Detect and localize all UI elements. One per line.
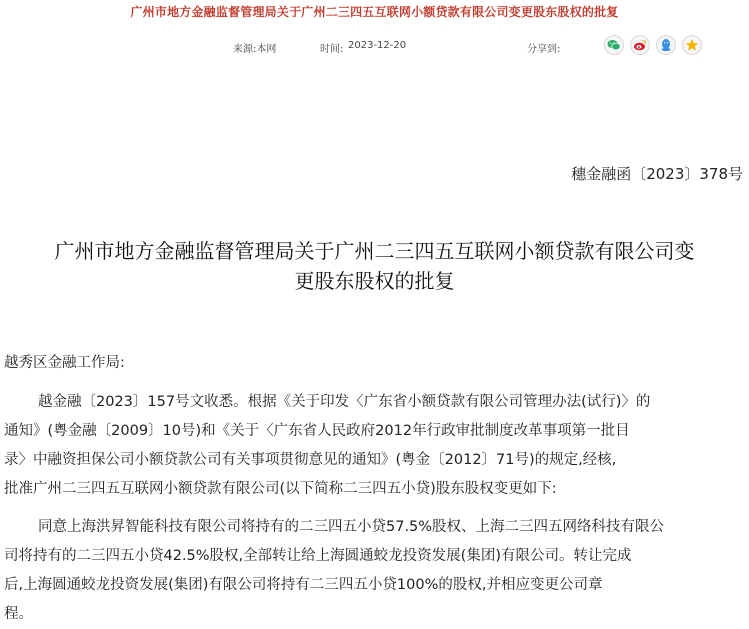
share-buttons — [604, 35, 702, 55]
document-title-line: 更股东股权的批复 — [294, 269, 455, 293]
document-title-line: 广州市地方金融监督管理局关于广州二三四五互联网小额贷款有限公司变 — [54, 239, 695, 263]
wechat-icon[interactable] — [604, 35, 624, 55]
publish-date: 2023-12-20 — [348, 40, 407, 51]
paragraph-line: 程。 — [4, 606, 33, 622]
addressee: 越秀区金融工作局: — [4, 355, 125, 371]
source-label: 来源:本网 — [233, 44, 277, 55]
document-title — [0, 236, 749, 296]
paragraph-line: 后,上海圆通蛟龙投资发展(集团)有限公司将持有二三四五小贷100%的股权,并相应变更公司章 — [4, 577, 603, 593]
page-header-title: 广州市地方金融监督管理局关于广州二三四五互联网小额贷款有限公司变更股东股权的批复 — [130, 5, 619, 19]
time-label: 时间: — [320, 44, 344, 55]
paragraph-line: 司将持有的二三四五小贷42.5%股权,全部转让给上海圆通蛟龙投资发展(集团)有限公司。转让完成 — [4, 548, 632, 564]
paragraph-line: 录〉中融资担保公司小额贷款公司有关事项贯彻意见的通知》(粤金〔2012〕71号)的规定,经核, — [4, 452, 617, 468]
weibo-icon[interactable] — [630, 35, 650, 55]
paragraph-line: 批准广州二三四五互联网小额贷款有限公司(以下简称二三四五小贷)股东股权变更如下: — [4, 481, 557, 497]
body-paragraph — [4, 388, 650, 504]
document-number: 穗金融函〔2023〕378号 — [571, 165, 743, 183]
share-label: 分享到: — [527, 44, 561, 55]
paragraph-line: 通知》(粤金融〔2009〕10号)和《关于〈广东省人民政府2012年行政审批制度改革事项第一批目 — [4, 423, 630, 439]
paragraph-line: 越金融〔2023〕157号文收悉。根据《关于印发〈广东省小额贷款有限公司管理办法(试行)〉的 — [38, 394, 651, 410]
qzone-icon[interactable] — [682, 35, 702, 55]
body-paragraph — [4, 513, 664, 629]
qq-icon[interactable] — [656, 35, 676, 55]
paragraph-line: 同意上海洪昇智能科技有限公司将持有的二三四五小贷57.5%股权、上海二三四五网络科技有限公 — [38, 519, 665, 535]
